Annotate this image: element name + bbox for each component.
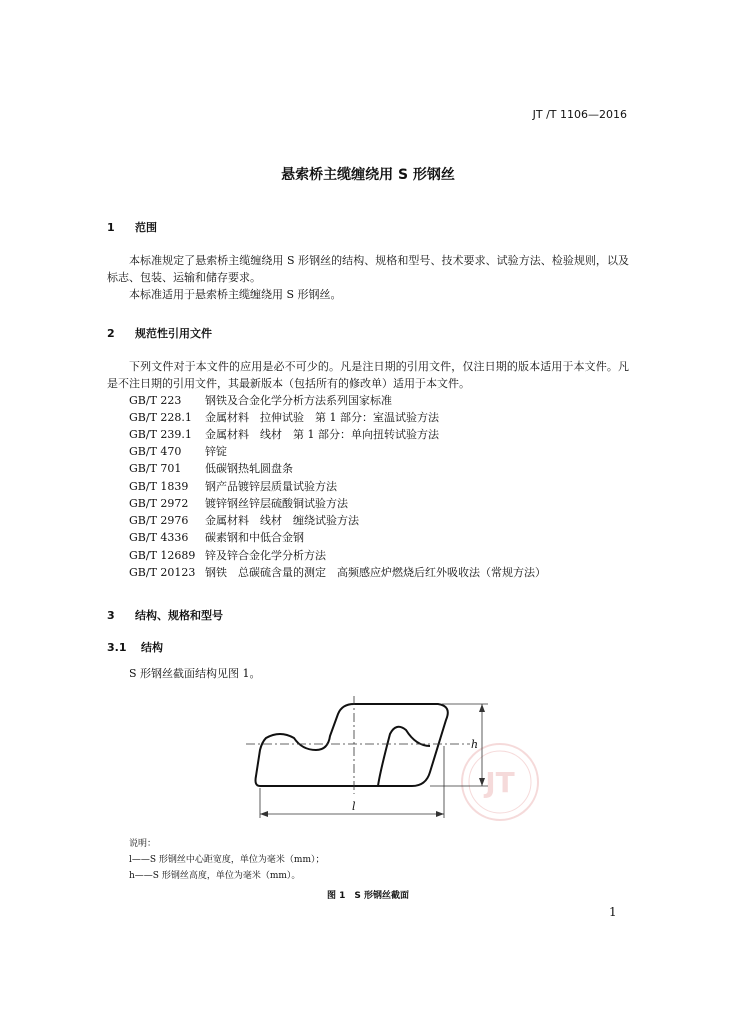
- reference-item: [129, 426, 439, 443]
- reference-item: [129, 564, 546, 581]
- reference-code: GB/T 701: [129, 462, 182, 475]
- section-1-heading: [107, 219, 157, 235]
- section-title: 规范性引用文件: [135, 327, 212, 340]
- section-2-heading: [107, 325, 212, 341]
- reference-title: 低碳钢热轧圆盘条: [205, 462, 293, 475]
- arrowhead: [479, 704, 485, 712]
- standard-code: JT /T 1106—2016: [532, 108, 627, 121]
- watermark-seal: [462, 744, 538, 820]
- s-profile-inner-bump: [378, 727, 430, 786]
- reference-code: GB/T 20123: [129, 566, 196, 579]
- reference-item: [129, 512, 359, 529]
- reference-code: GB/T 4336: [129, 531, 189, 544]
- arrowhead: [260, 811, 268, 817]
- section-number: 2: [107, 327, 115, 340]
- reference-code: GB/T 12689: [129, 549, 196, 562]
- reference-item: [129, 547, 326, 564]
- page-number: 1: [609, 905, 617, 919]
- reference-item: [129, 409, 439, 426]
- reference-title: 镀锌钢丝锌层硫酸铜试验方法: [205, 497, 348, 510]
- reference-item: [129, 529, 304, 546]
- arrowhead: [479, 778, 485, 786]
- scope-paragraph: 本标准规定了悬索桥主缆缠绕用 S 形钢丝的结构、规格和型号、技术要求、试验方法、检验规则，以及标志、包装、运输和储存要求。: [107, 254, 629, 284]
- reference-title: 锌锭: [205, 445, 227, 458]
- reference-code: GB/T 223: [129, 394, 182, 407]
- reference-item: [129, 392, 392, 409]
- dimension-l-label: l: [352, 800, 356, 813]
- references-intro: 下列文件对于本文件的应用是必不可少的。凡是注日期的引用文件，仅注日期的版本适用于本文件。凡是不注日期的引用文件，其最新版本（包括所有的修改单）适用于本文件。: [107, 360, 629, 390]
- reference-title: 锌及锌合金化学分析方法: [205, 549, 326, 562]
- subsection-3-1-heading: [107, 639, 163, 655]
- reference-title: 金属材料 线材 缠绕试验方法: [205, 514, 359, 527]
- scope-applicability: 本标准适用于悬索桥主缆缠绕用 S 形钢丝。: [129, 288, 342, 301]
- reference-title: 金属材料 线材 第 1 部分：单向扭转试验方法: [205, 428, 439, 441]
- figure-caption: 图 1 S 形钢丝截面: [326, 891, 409, 901]
- subsection-title: 结构: [141, 641, 163, 654]
- dimension-h-label: h: [471, 738, 479, 751]
- reference-code: GB/T 239.1: [129, 428, 192, 441]
- structure-paragraph: S 形钢丝截面结构见图 1。: [129, 667, 261, 680]
- legend-l: l——S 形钢丝中心距宽度，单位为毫米（mm）；: [129, 855, 325, 865]
- section-number: 1: [107, 221, 115, 234]
- arrowhead: [436, 811, 444, 817]
- legend-title: 说明：: [129, 839, 157, 849]
- reference-item: [129, 478, 337, 495]
- reference-code: GB/T 228.1: [129, 411, 192, 424]
- reference-item: [129, 443, 227, 460]
- page-title: 悬索桥主缆缠绕用 S 形钢丝: [281, 167, 455, 183]
- s-profile-outline: [256, 704, 448, 786]
- reference-title: 钢产品镀锌层质量试验方法: [205, 480, 337, 493]
- reference-item: [129, 460, 293, 477]
- reference-code: GB/T 470: [129, 445, 182, 458]
- watermark-text: JT: [485, 766, 515, 799]
- subsection-number: 3.1: [107, 641, 127, 654]
- section-title: 范围: [135, 221, 157, 234]
- reference-title: 钢铁及合金化学分析方法系列国家标准: [205, 394, 392, 407]
- s-wire-cross-section-figure: [230, 686, 570, 826]
- reference-title: 钢铁 总碳硫含量的测定 高频感应炉燃烧后红外吸收法（常规方法）: [205, 566, 546, 579]
- reference-code: GB/T 2976: [129, 514, 189, 527]
- reference-code: GB/T 1839: [129, 480, 189, 493]
- reference-code: GB/T 2972: [129, 497, 189, 510]
- reference-title: 碳素钢和中低合金钢: [205, 531, 304, 544]
- section-3-heading: [107, 607, 223, 623]
- legend-h: h——S 形钢丝高度，单位为毫米（mm）。: [129, 871, 301, 881]
- section-title: 结构、规格和型号: [135, 609, 223, 622]
- reference-title: 金属材料 拉伸试验 第 1 部分：室温试验方法: [205, 411, 439, 424]
- reference-item: [129, 495, 348, 512]
- section-number: 3: [107, 609, 115, 622]
